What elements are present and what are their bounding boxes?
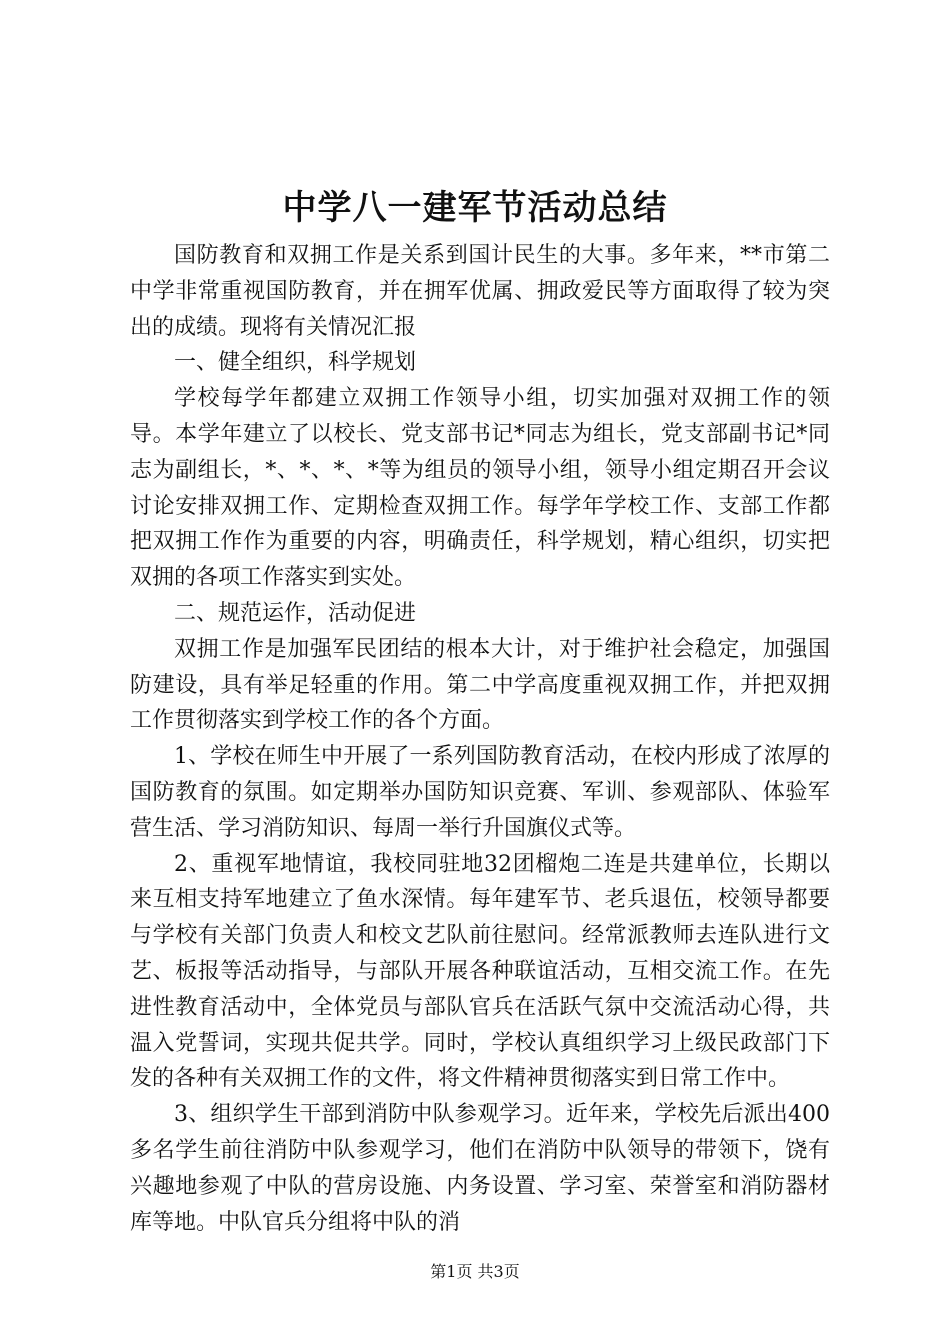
section-2-paragraph: 双拥工作是加强军民团结的根本大计，对于维护社会稳定，加强国防建设，具有举足轻重的作用。第二中学高度重视双拥工作，并把双拥工作贯彻落实到学校工作的各个方面。 (130, 636, 830, 734)
item-3-paragraph: 3、组织学生干部到消防中队参观学习。近年来，学校先后派出400多名学生前往消防中队参观学习，他们在消防中队领导的带领下，饶有兴趣地参观了中队的营房设施、内务设置、学习室、荣誉室和消防器材库等地。中队官兵分组将中队的消 (130, 1102, 830, 1235)
intro-paragraph: 国防教育和双拥工作是关系到国计民生的大事。多年来，**市第二中学非常重视国防教育，并在拥军优属、拥政爱民等方面取得了较为突出的成绩。现将有关情况汇报 (130, 243, 830, 340)
item-1-paragraph: 1、学校在师生中开展了一系列国防教育活动，在校内形成了浓厚的国防教育的氛围。如定期举办国防知识竞赛、军训、参观部队、体验军营生活、学习消防知识、每周一举行升国旗仪式等。 (130, 744, 830, 841)
section-heading-1: 一、健全组织，科学规划 (174, 350, 417, 376)
item-2-paragraph: 2、重视军地情谊，我校同驻地32团榴炮二连是共建单位，长期以来互相支持军地建立了鱼水深情。每年建军节、老兵退伍，校领导都要与学校有关部门负责人和校文艺队前往慰问。经常派教师去连队进行文艺、板报等活动指导，与部队开展各种联谊活动，互相交流工作。在先进性教育活动中，全体党员与部队官兵在活跃气氛中交流活动心得，共温入党誓词，实现共促共学。同时，学校认真组织学习上级民政部门下发的各种有关双拥工作的文件，将文件精神贯彻落实到日常工作中。 (130, 851, 830, 1092)
document-title: 中学八一建军节活动总结 (282, 188, 668, 228)
page-footer: 第1页 共3页 (430, 1262, 520, 1281)
section-1-paragraph: 学校每学年都建立双拥工作领导小组，切实加强对双拥工作的领导。本学年建立了以校长、党支部书记*同志为组长，党支部副书记*同志为副组长，*、*、*、*等为组员的领导小组，领导小组定期召开会议讨论安排双拥工作、定期检查双拥工作。每学年学校工作、支部工作都把双拥工作作为重要的内容，明确责任，科学规划，精心组织，切实把双拥的各项工作落实到实处。 (130, 386, 830, 591)
section-heading-2: 二、规范运作，活动促进 (174, 600, 417, 626)
document-body (130, 238, 830, 1240)
